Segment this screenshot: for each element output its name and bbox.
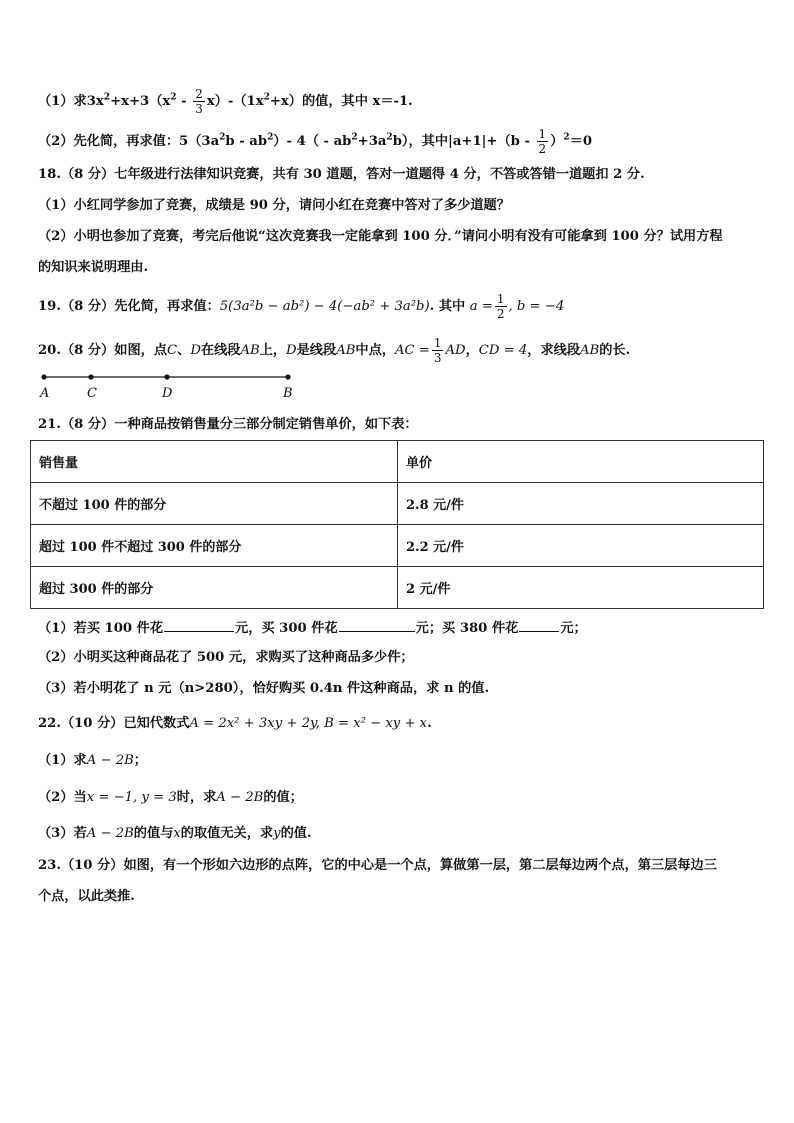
frac-denominator: 3	[195, 102, 203, 116]
table-cell: 不超过 100 件的部分	[31, 483, 398, 525]
q17-p1-expr-d: x）-（1x	[206, 94, 264, 109]
q20	[38, 336, 760, 365]
q19-label: 19.（8 分）先化简，再求值：	[38, 299, 220, 314]
frac-numerator: 1	[538, 127, 547, 141]
q20-t7: 的长.	[599, 343, 631, 358]
frac-denominator: 2	[496, 307, 505, 321]
q22-part2	[38, 788, 760, 808]
q17-p2-t3: +3a	[357, 134, 387, 149]
q22-stem	[38, 714, 760, 734]
q20-ab3: AB	[580, 343, 600, 358]
table-cell: 超过 300 件的部分	[31, 567, 398, 609]
label-d: D	[162, 386, 173, 401]
table-cell: 超过 100 件不超过 300 件的部分	[31, 525, 398, 567]
q17-p1-expr-e: +x）的值，其中	[269, 94, 368, 109]
q20-fraction	[432, 336, 444, 365]
q21-part2: （2）小明买这种商品花了 500 元，求购买了这种商品多少件；	[38, 650, 414, 665]
q20-ac: AC =	[394, 343, 430, 358]
q22-part1	[38, 751, 760, 771]
q17-p2-fraction	[537, 127, 549, 156]
q18-part1: （1）小红同学参加了竞赛，成绩是 90 分，请问小红在竞赛中答对了多少道题？	[38, 198, 510, 213]
q22-p3e: 的取值无关，求	[180, 826, 274, 841]
q19-cond-b: , b = −4	[508, 299, 565, 314]
q17-p1-fraction	[193, 87, 205, 116]
q20-point-d: D	[190, 343, 201, 358]
q22-p3c: 的值与	[133, 826, 174, 841]
frac-numerator: 2	[195, 87, 203, 101]
q21-p1c: 元；买 380 件花	[415, 621, 519, 636]
q22-part3	[38, 824, 760, 844]
q22-p2d: A − 2B	[216, 790, 264, 805]
q17-p1-expr-b: +x+3（x	[110, 94, 171, 109]
point-a-dot	[41, 374, 46, 379]
q20-t4: 中点，	[355, 343, 395, 358]
q18-part2-line2: 的知识来说明理由.	[38, 260, 149, 275]
q20-ab1: AB	[240, 343, 260, 358]
q18-stem: 18.（8 分）七年级进行法律知识竞赛，共有 30 道题，答对一道题得 4 分，不答或答错一道题扣 2 分.	[38, 167, 645, 182]
q19-expression: 5(3a²b − ab²) − 4(−ab² + 3a²b)	[219, 299, 430, 314]
q20-cd: CD = 4	[478, 343, 528, 358]
frac-numerator: 1	[496, 292, 505, 306]
q22-p2b: x = −1, y = 3	[86, 790, 177, 805]
q17-p1-expr-c: -	[176, 94, 187, 109]
label-a: A	[40, 386, 50, 401]
q17-p1-expr-a: 3x	[86, 94, 104, 109]
q23-line1: 23.（10 分）如图，有一个形如六边形的点阵，它的中心是一个点，算做第一层，第二层每边两个点，第三层每边三	[38, 858, 717, 873]
q22-p1c: ；	[133, 753, 147, 768]
q22-expression: A = 2x² + 3xy + 2y, B = x² − xy + x	[189, 716, 428, 731]
point-b-dot	[285, 374, 290, 379]
table-cell: 2.2 元/件	[398, 525, 764, 567]
q20-t5: ，	[465, 343, 479, 358]
segment-figure	[38, 366, 308, 406]
q22-p2e: 的值；	[263, 790, 303, 805]
q17-p2-t5: ）	[550, 134, 564, 149]
table-header-cell: 单价	[398, 441, 764, 483]
label-c: C	[87, 386, 97, 401]
q20-t3: 是线段	[296, 343, 337, 358]
q23-line2: 个点，以此类推.	[38, 889, 135, 904]
q17-p2-t1: b - ab	[225, 134, 268, 149]
q18-part2-line1: （2）小明也参加了竞赛，考完后他说“这次竞赛我一定能拿到 100 分．”请问小明有没有可能拿到 100 分？试用方程	[38, 229, 723, 244]
q22-p3a: （3）若	[38, 826, 87, 841]
q19-cond-a: a =	[469, 299, 493, 314]
table-row	[31, 483, 764, 525]
table-cell: 2 元/件	[398, 567, 764, 609]
q17-part2: （2）先化简，再求值：$5(3a^2b - ab^2)-$ $4( - ab^2+3a^2b)$，其中|a+1|+（b - $\frac{1}{2}$ ）$^2$＝0	[38, 127, 593, 156]
answer-blank-3[interactable]	[519, 617, 559, 632]
q20-t6: ，求线段	[527, 343, 581, 358]
q19-fraction	[495, 292, 507, 321]
q22-p3d: x	[173, 826, 181, 841]
q17-p2-label: （2）先化简，再求值：5（3a	[38, 134, 220, 149]
point-d-dot	[164, 374, 169, 379]
frac-denominator: 3	[433, 351, 442, 365]
q19	[38, 292, 760, 321]
table-row	[31, 525, 764, 567]
table-header-cell: 销售量	[31, 441, 398, 483]
q21-part3: （3）若小明花了 n 元（n>280），恰好购买 0.4n 件这种商品，求 n 的值.	[38, 681, 490, 696]
q21-stem: 21.（8 分）一种商品按销售量分三部分制定销售单价，如下表：	[38, 417, 418, 432]
q17-p1-condition: x＝-1.	[372, 94, 413, 109]
label-b: B	[283, 386, 293, 401]
q20-ad: AD	[445, 343, 466, 358]
price-table	[30, 440, 764, 609]
q21-part1	[38, 617, 760, 639]
q20-ab2: AB	[336, 343, 356, 358]
q21-p1b: 元，买 300 件花	[235, 621, 338, 636]
q20-t2: 上，	[259, 343, 287, 358]
q21-p1a: （1）若买 100 件花	[38, 621, 164, 636]
point-c-dot	[88, 374, 93, 379]
q20-label: 20.（8 分）如图，点	[38, 343, 168, 358]
q22-p3b: A − 2B	[86, 826, 134, 841]
q20-sep: 、	[177, 343, 191, 358]
q22-p1b: A − 2B	[86, 753, 134, 768]
answer-blank-1[interactable]	[164, 617, 234, 632]
q17-part1: （1）求$3x^2+x+3(x^2$ - $\frac{2}{3}$ $x)-(1x^2+x)$的值，其中 x＝-1.	[38, 87, 413, 116]
q22-p2a: （2）当	[38, 790, 87, 805]
q17-p1-label: （1）求	[38, 94, 87, 109]
table-cell: 2.8 元/件	[398, 483, 764, 525]
q20-d2: D	[286, 343, 297, 358]
q22-p1a: （1）求	[38, 753, 87, 768]
q17-p2-t2: ）- 4（ - ab	[273, 134, 352, 149]
q20-t1: 在线段	[200, 343, 241, 358]
q22-label: 22.（10 分）已知代数式	[38, 716, 190, 731]
q22-end: .	[427, 716, 432, 731]
table-row	[31, 567, 764, 609]
q20-point-c: C	[167, 343, 178, 358]
q22-p2c: 时，求	[176, 790, 217, 805]
segment-line	[38, 366, 308, 386]
q22-p3g: 的值.	[280, 826, 312, 841]
q21-p1d: 元；	[560, 621, 587, 636]
frac-denominator: 2	[538, 142, 547, 156]
answer-blank-2[interactable]	[339, 617, 415, 632]
q19-mid: . 其中	[429, 299, 466, 314]
q17-p2-t4: b），其中|a+1|+（b -	[392, 134, 530, 149]
frac-numerator: 1	[433, 336, 442, 350]
q22-p3f: y	[273, 826, 281, 841]
q17-p2-t6: ＝0	[569, 134, 593, 149]
table-header-row	[31, 441, 764, 483]
